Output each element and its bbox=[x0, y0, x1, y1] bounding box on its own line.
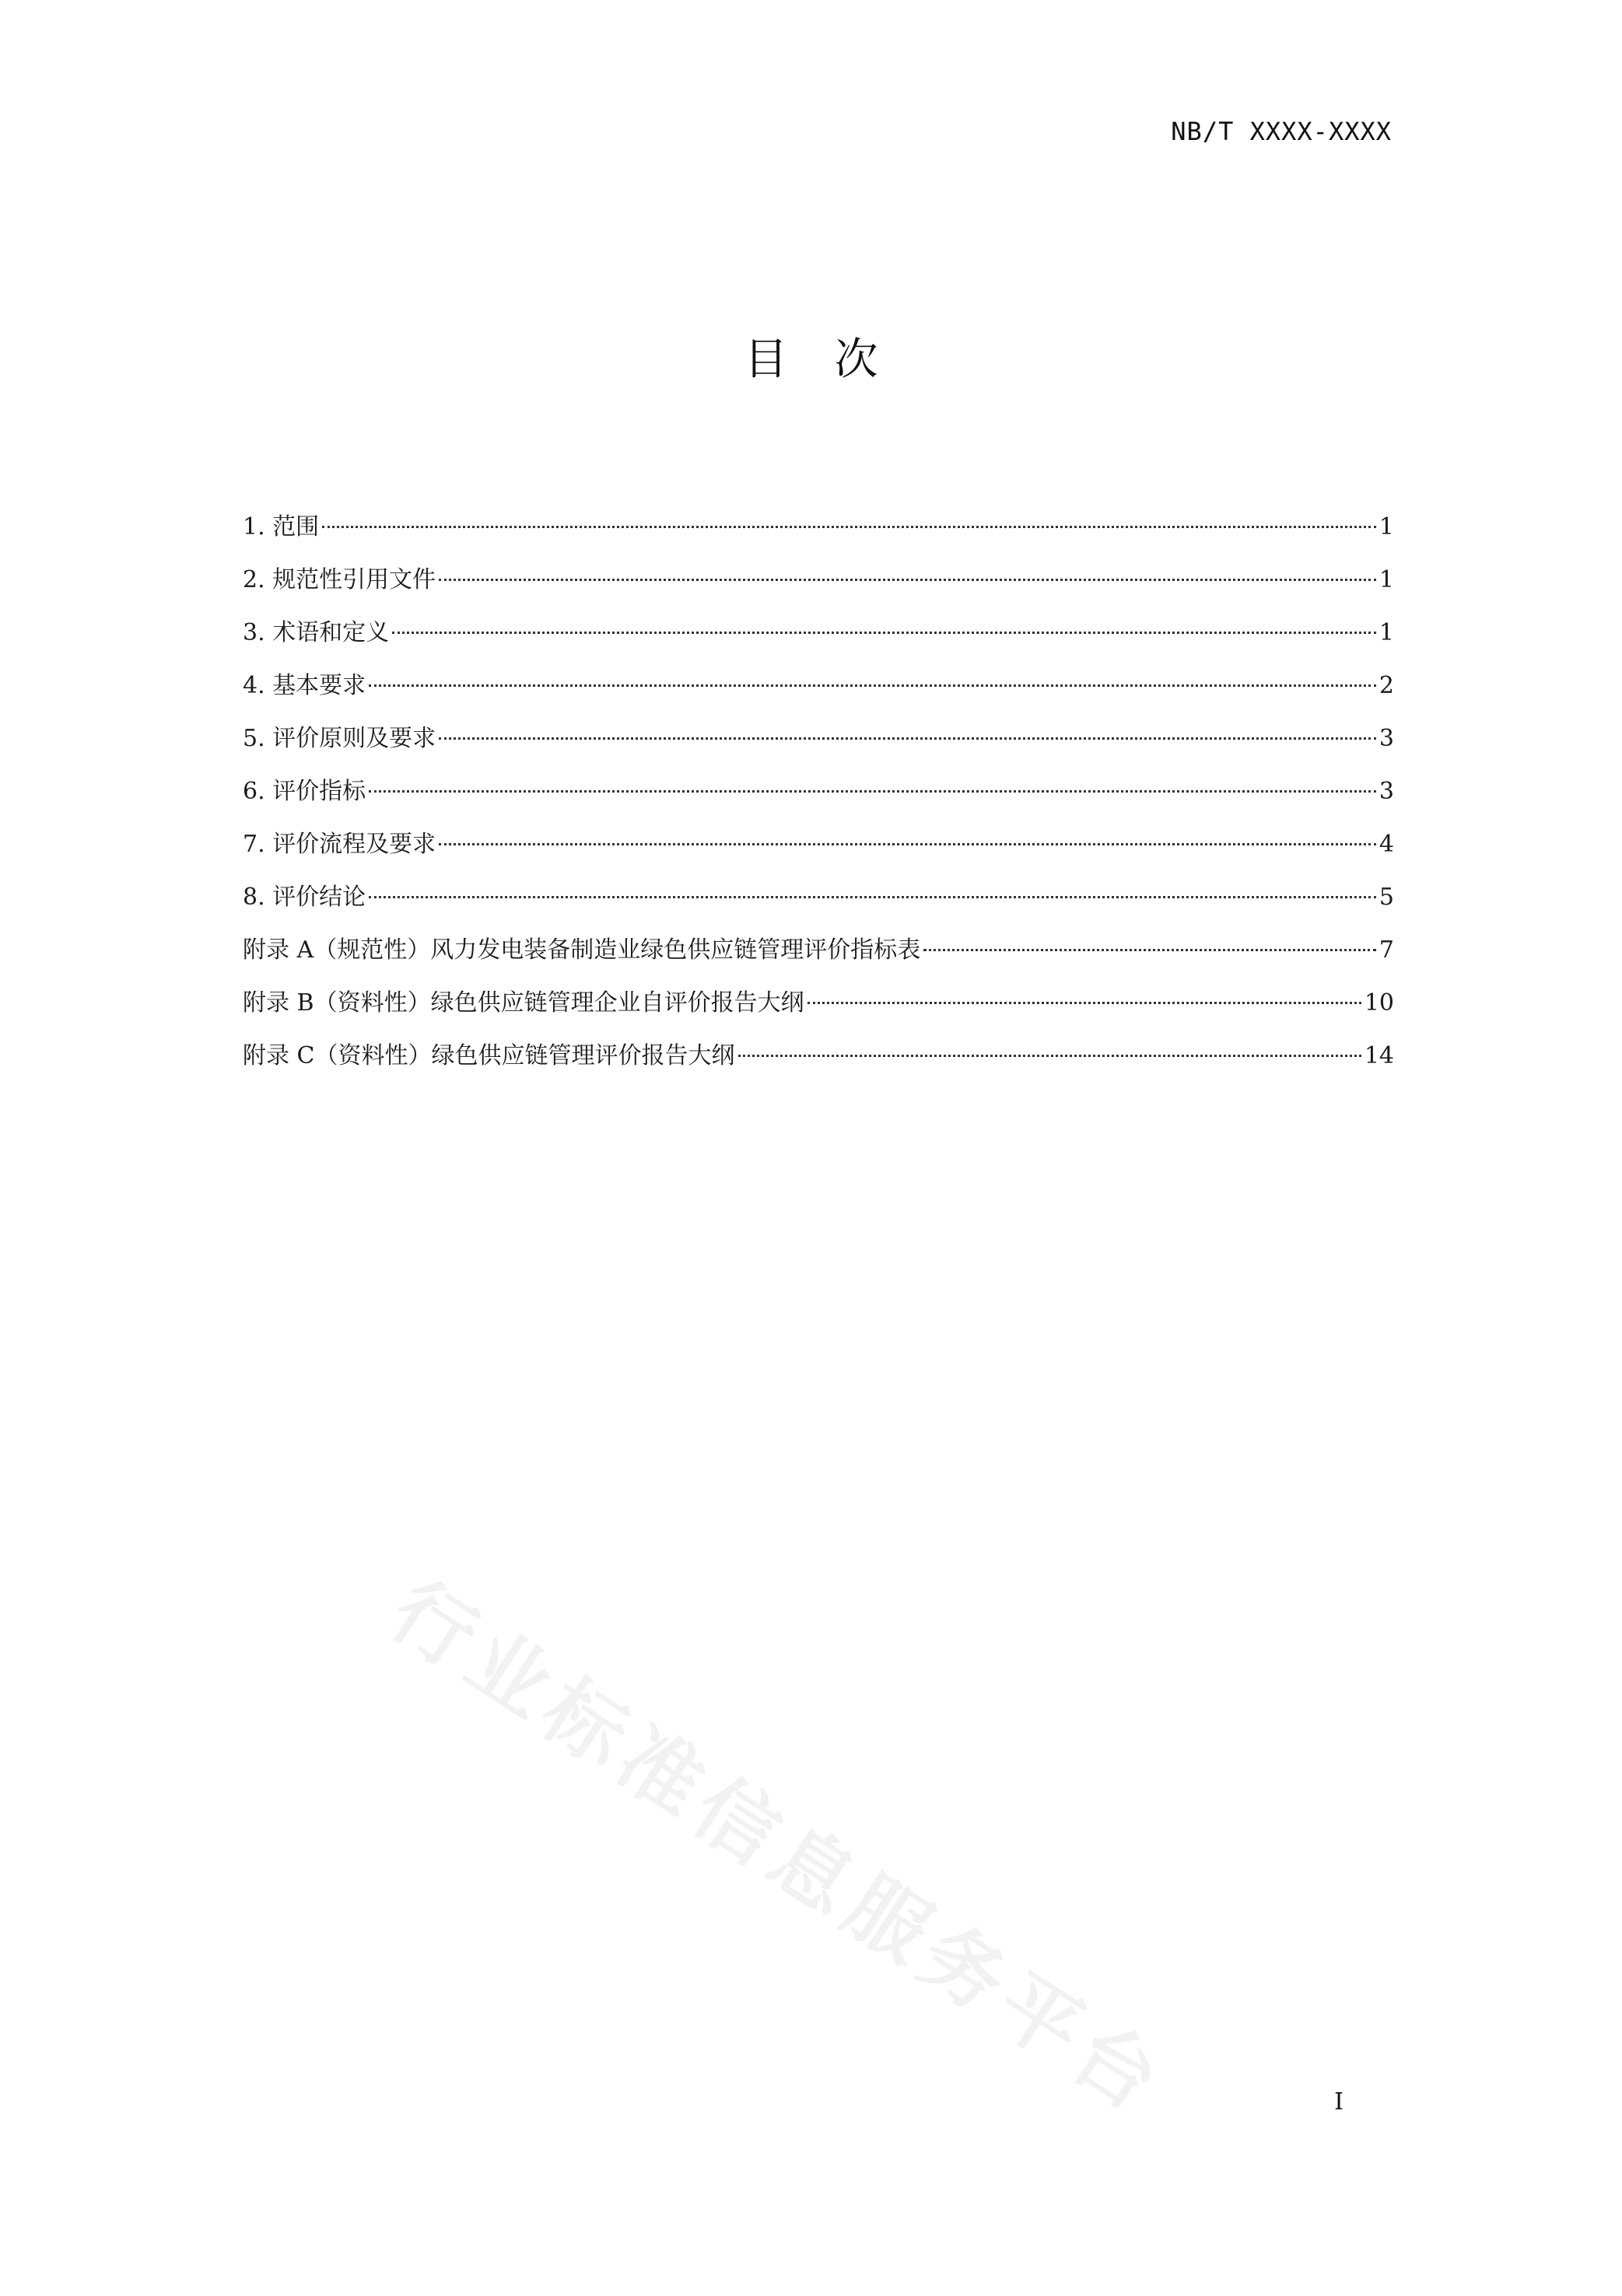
toc-leader-dots bbox=[807, 1002, 1361, 1004]
toc-entry[interactable] bbox=[243, 670, 1394, 723]
toc-entry-page: 14 bbox=[1364, 1042, 1394, 1069]
toc-entry-page: 7 bbox=[1379, 936, 1394, 964]
toc-leader-dots bbox=[923, 949, 1376, 951]
toc-entry-label: 5. 评价原则及要求 bbox=[243, 725, 436, 752]
toc-entry-label: 附录 A（规范性）风力发电装备制造业绿色供应链管理评价指标表 bbox=[243, 936, 921, 964]
toc-leader-dots bbox=[439, 843, 1376, 845]
toc-entry-label: 4. 基本要求 bbox=[243, 672, 366, 699]
toc-entry[interactable] bbox=[243, 1041, 1394, 1094]
toc-leader-dots bbox=[322, 526, 1376, 528]
toc-entry-label: 2. 规范性引用文件 bbox=[243, 566, 436, 593]
table-of-contents bbox=[243, 512, 1394, 1094]
toc-entry[interactable] bbox=[243, 723, 1394, 776]
toc-entry-page: 5 bbox=[1379, 884, 1394, 911]
toc-entry[interactable] bbox=[243, 565, 1394, 618]
toc-entry[interactable] bbox=[243, 776, 1394, 829]
toc-entry-page: 2 bbox=[1379, 672, 1394, 699]
toc-entry[interactable] bbox=[243, 882, 1394, 935]
toc-entry-page: 10 bbox=[1364, 989, 1394, 1017]
standard-code: NB/T XXXX-XXXX bbox=[1171, 117, 1392, 146]
toc-leader-dots bbox=[439, 579, 1376, 581]
toc-entry-page: 1 bbox=[1379, 619, 1394, 646]
toc-entry-label: 3. 术语和定义 bbox=[243, 619, 390, 646]
toc-entry-page: 3 bbox=[1379, 725, 1394, 752]
toc-entry-page: 1 bbox=[1379, 566, 1394, 593]
toc-entry[interactable] bbox=[243, 988, 1394, 1041]
toc-leader-dots bbox=[738, 1055, 1361, 1057]
toc-entry-page: 3 bbox=[1379, 778, 1394, 805]
toc-entry[interactable] bbox=[243, 935, 1394, 988]
toc-leader-dots bbox=[439, 737, 1376, 740]
watermark: 行业标准信息服务平台 bbox=[374, 1563, 1183, 2134]
toc-entry-label: 7. 评价流程及要求 bbox=[243, 831, 436, 858]
toc-entry[interactable] bbox=[243, 618, 1394, 670]
toc-entry[interactable] bbox=[243, 512, 1394, 565]
toc-entry-page: 1 bbox=[1379, 513, 1394, 541]
toc-leader-dots bbox=[369, 790, 1376, 793]
toc-leader-dots bbox=[369, 896, 1376, 898]
toc-entry[interactable] bbox=[243, 829, 1394, 882]
toc-leader-dots bbox=[369, 684, 1376, 687]
toc-entry-page: 4 bbox=[1379, 831, 1394, 858]
toc-entry-label: 附录 C（资料性）绿色供应链管理评价报告大纲 bbox=[243, 1042, 735, 1069]
toc-entry-label: 附录 B（资料性）绿色供应链管理企业自评价报告大纲 bbox=[243, 989, 804, 1017]
toc-entry-label: 6. 评价指标 bbox=[243, 778, 366, 805]
toc-entry-label: 1. 范围 bbox=[243, 513, 320, 541]
toc-entry-label: 8. 评价结论 bbox=[243, 884, 366, 911]
toc-leader-dots bbox=[392, 632, 1376, 634]
page-number: I bbox=[1334, 2088, 1343, 2116]
page-title: 目次 bbox=[744, 334, 925, 385]
